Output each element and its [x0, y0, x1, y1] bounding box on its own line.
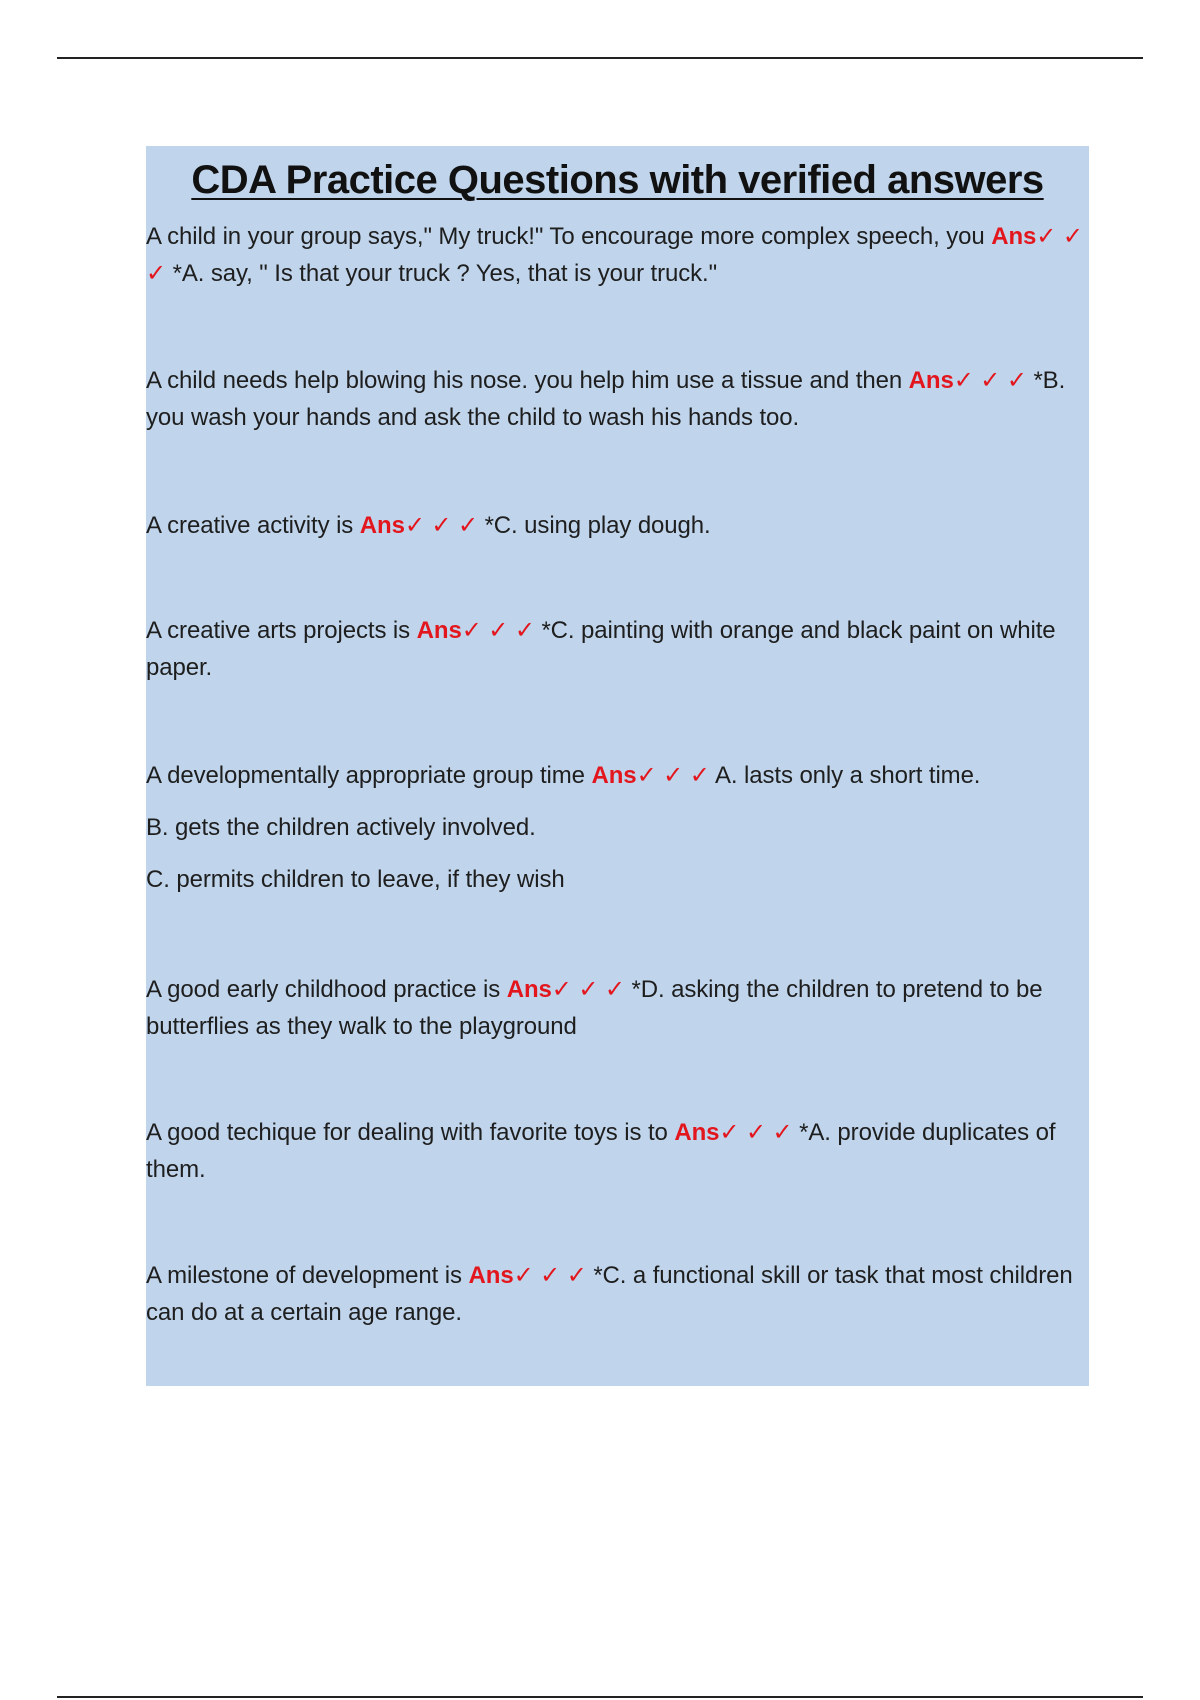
answer-text: *C. painting with orange and black paint on white paper.	[146, 617, 1056, 681]
check-marks-icon: ✓ ✓ ✓	[146, 223, 1083, 287]
answer-text: *D. asking the children to pretend to be butterflies as they walk to the playground	[146, 976, 1043, 1040]
check-marks-icon: ✓ ✓ ✓	[513, 1262, 587, 1289]
question-text: A child needs help blowing his nose. you help him use a tissue and then	[146, 367, 903, 394]
content-panel	[146, 146, 1089, 1386]
answer-text: *C. using play dough.	[478, 512, 711, 539]
question-text: A developmentally appropriate group time	[146, 762, 585, 789]
option-line-c: C. permits children to leave, if they wish	[146, 866, 565, 893]
answer-marker: Ans	[991, 223, 1037, 250]
document-title: CDA Practice Questions with verified answers	[191, 158, 1044, 202]
qa-item-2	[146, 362, 1089, 436]
qa-item-4	[146, 612, 1089, 686]
qa-item-5	[146, 757, 1089, 898]
answer-text: *C. a functional skill or task that most children can do at a certain age range.	[146, 1262, 1073, 1326]
check-marks-icon: ✓ ✓ ✓	[953, 367, 1027, 394]
question-text: A creative arts projects is	[146, 617, 411, 644]
answer-marker: Ans	[506, 976, 552, 1003]
qa-item-7	[146, 1114, 1089, 1188]
qa-item-3	[146, 507, 1089, 544]
question-text: A creative activity is	[146, 512, 354, 539]
answer-text: *A. provide duplicates of them.	[146, 1119, 1056, 1183]
qa-item-8	[146, 1257, 1089, 1331]
answer-marker: Ans	[468, 1262, 514, 1289]
check-marks-icon: ✓ ✓ ✓	[404, 512, 478, 539]
option-line-b: B. gets the children actively involved.	[146, 814, 536, 841]
question-text: A milestone of development is	[146, 1262, 462, 1289]
answer-text: *B. you wash your hands and ask the child to wash his hands too.	[146, 367, 1066, 431]
check-marks-icon: ✓ ✓ ✓	[461, 617, 535, 644]
answer-marker: Ans	[591, 762, 637, 789]
answer-text: *A. say, " Is that your truck ? Yes, that is your truck."	[166, 260, 718, 287]
answer-marker: Ans	[908, 367, 954, 394]
check-marks-icon: ✓ ✓ ✓	[719, 1119, 793, 1146]
header-rule	[57, 57, 1143, 59]
check-marks-icon: ✓ ✓ ✓	[551, 976, 625, 1003]
question-text: A child in your group says," My truck!" To encourage more complex speech, you	[146, 223, 985, 250]
qa-item-6	[146, 971, 1089, 1045]
question-text: A good early childhood practice is	[146, 976, 501, 1003]
answer-marker: Ans	[359, 512, 405, 539]
footer-rule	[57, 1696, 1143, 1698]
answer-marker: Ans	[674, 1119, 720, 1146]
qa-item-1	[146, 218, 1089, 292]
answer-marker: Ans	[416, 617, 462, 644]
question-text: A good techique for dealing with favorite toys is to	[146, 1119, 668, 1146]
answer-text: A. lasts only a short time.	[709, 762, 981, 789]
check-marks-icon: ✓ ✓ ✓	[636, 762, 710, 789]
